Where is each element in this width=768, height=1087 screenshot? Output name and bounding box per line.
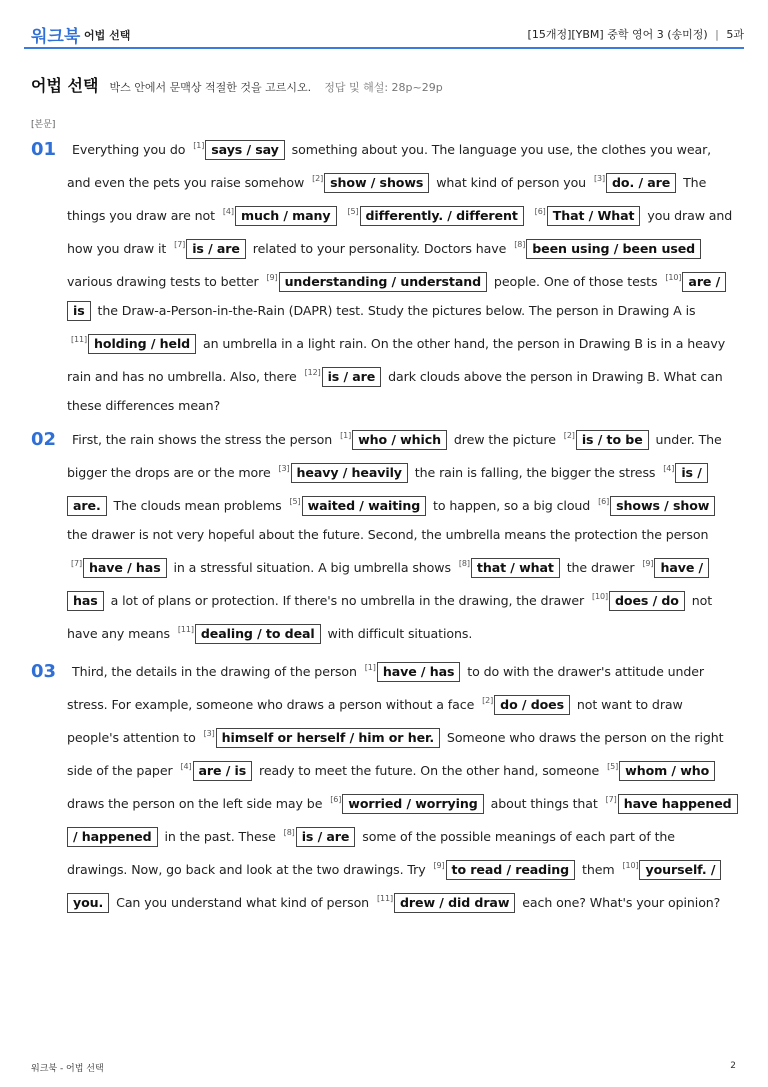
grammar-choice-box[interactable]: says / say (205, 140, 285, 160)
grammar-choice-box[interactable]: worried / worrying (342, 794, 483, 814)
blank-number: [10] (665, 273, 682, 282)
grammar-choice-box[interactable]: yourself. / you. (67, 860, 721, 913)
grammar-choice-box[interactable]: is / to be (576, 430, 649, 450)
blank-number: [6] (534, 207, 546, 216)
passage-text: not want to draw people's attention to (67, 697, 683, 745)
passage-text: the drawer (562, 560, 639, 575)
title-row (31, 73, 443, 96)
blank-number: [10] (591, 592, 609, 601)
grammar-choice-box[interactable]: to read / reading (446, 860, 576, 880)
grammar-choice-box[interactable]: is / are (322, 367, 382, 387)
blank-number: [1] (340, 431, 352, 440)
page-header (0, 0, 768, 50)
brand-title: 워크북 (31, 27, 81, 47)
grammar-choice-box[interactable]: been using / been used (526, 239, 701, 259)
passage-text: drew the picture (449, 432, 560, 447)
blank-number: [5] (289, 497, 301, 506)
grammar-choice-box[interactable]: understanding / understand (279, 272, 487, 292)
grammar-choice-box[interactable]: have / has (377, 662, 461, 682)
grammar-choice-box[interactable]: whom / who (619, 761, 715, 781)
grammar-choice-box[interactable]: shows / show (610, 496, 715, 516)
blank-number: [9] (433, 861, 445, 870)
blank-number: [6] (330, 795, 342, 804)
blank-number: [8] (514, 240, 526, 249)
grammar-choice-box[interactable]: do / does (494, 695, 570, 715)
passage-text: not have any means (67, 593, 713, 641)
answer-reference: 정답 및 해설: 28p~29p (324, 81, 443, 94)
passage-text: the Draw-a-Person-in-the-Rain (DAPR) test. Study the pictures below. The person in Drawing A is (93, 303, 696, 318)
blank-number: [7] (605, 795, 617, 804)
course-name: [15개정][YBM] 중학 영어 3 (송미정) (527, 28, 708, 41)
passage-text: the rain is falling, the bigger the stress (410, 465, 660, 480)
blank-number: [1] (364, 663, 376, 672)
course-separator: | (715, 28, 719, 41)
brand-subtitle: 어법 선택 (84, 29, 131, 42)
blank-number: [10] (622, 861, 639, 870)
blank-number: [9] (642, 559, 654, 568)
grammar-choice-box[interactable]: have happened / happened (67, 794, 738, 847)
grammar-choice-box[interactable]: drew / did draw (394, 893, 515, 913)
blank-number: [4] (663, 464, 675, 473)
page-number: 2 (730, 1061, 736, 1071)
passage-text: an umbrella in a light rain. On the other hand, the person in Drawing B is in a heavy rain and has no umbrella. Also, there (67, 336, 726, 384)
blank-number: [1] (193, 141, 205, 150)
blank-number: [6] (598, 497, 610, 506)
passage-text: the drawer is not very hopeful about the future. Second, the umbrella means the protection the person (67, 527, 709, 542)
passage-text: ready to meet the future. On the other hand, someone (255, 763, 604, 778)
blank-number: [2] (312, 174, 324, 183)
blank-number: [4] (222, 207, 234, 216)
grammar-choice-box[interactable]: much / many (235, 206, 337, 226)
footer-label: 워크북 - 어법 선택 (31, 1064, 104, 1074)
blank-number: [3] (278, 464, 290, 473)
instruction-text: 박스 안에서 문맥상 적절한 것을 고르시오. (109, 81, 312, 94)
passage-text: The clouds mean problems (109, 498, 286, 513)
blank-number: [11] (71, 335, 88, 344)
passage-text: a lot of plans or protection. If there's no umbrella in the drawing, the drawer (106, 593, 588, 608)
passage-text: them (578, 862, 619, 877)
grammar-choice-box[interactable]: does / do (609, 591, 685, 611)
passage-text: Someone who draws the person on the right side of the paper (67, 730, 724, 778)
passage-text: in the past. These (160, 829, 280, 844)
blank-number: [7] (174, 240, 186, 249)
page-title: 어법 선택 (31, 76, 99, 95)
blank-number: [12] (304, 368, 321, 377)
blank-number: [8] (458, 559, 470, 568)
passage-number: 03 (31, 661, 57, 682)
header-divider (24, 47, 744, 49)
passage-text: related to your personality. Doctors have (248, 241, 511, 256)
blank-number: [7] (71, 559, 83, 568)
passage-text: you draw and how you draw it (67, 208, 733, 256)
passage-text (527, 208, 531, 223)
passage-01 (67, 131, 737, 420)
grammar-choice-box[interactable]: himself or herself / him or her. (216, 728, 440, 748)
passage-text: Can you understand what kind of person (112, 895, 373, 910)
blank-number: [5] (347, 207, 359, 216)
passage-text: The things you draw are not (67, 175, 707, 223)
grammar-choice-box[interactable]: are / is (67, 272, 726, 321)
passage-text: with difficult situations. (323, 626, 473, 641)
grammar-choice-box[interactable]: That / What (547, 206, 641, 226)
blank-number: [5] (607, 762, 619, 771)
passage-number: 01 (31, 139, 57, 160)
grammar-choice-box[interactable]: is / are (186, 239, 246, 259)
blank-number: [2] (482, 696, 494, 705)
blank-number: [8] (283, 828, 295, 837)
blank-number: [11] (177, 625, 194, 634)
grammar-choice-box[interactable]: waited / waiting (302, 496, 427, 516)
passage-text: something about you. The language you use, the clothes you wear, and even the pets you raise somehow (67, 142, 712, 190)
passage-text: various drawing tests to better (67, 274, 263, 289)
grammar-choice-box[interactable]: is / are (296, 827, 356, 847)
grammar-choice-box[interactable]: who / which (352, 430, 447, 450)
passage-text: what kind of person you (432, 175, 590, 190)
passage-03 (67, 653, 737, 917)
passage-text (340, 208, 344, 223)
passage-text: in a stressful situation. A big umbrella shows (169, 560, 455, 575)
passage-text: about things that (486, 796, 602, 811)
passage-text: Third, the details in the drawing of the person (72, 664, 361, 679)
section-label: [본문] (31, 120, 56, 130)
grammar-choice-box[interactable]: dealing / to deal (195, 624, 321, 644)
grammar-choice-box[interactable]: heavy / heavily (291, 463, 408, 483)
passage-number: 02 (31, 429, 57, 450)
passage-text: each one? What's your opinion? (518, 895, 721, 910)
course-info (528, 26, 744, 42)
lesson-number: 5과 (726, 28, 744, 41)
passage-text: some of the possible meanings of each part of the drawings. Now, go back and look at the two drawings. Try (67, 829, 675, 877)
blank-number: [11] (376, 894, 393, 903)
passage-text: Everything you do (72, 142, 190, 157)
passage-text: dark clouds above the person in Drawing B. What can these differences mean? (67, 369, 723, 413)
grammar-choice-box[interactable]: have / has (83, 558, 167, 578)
passage-text: First, the rain shows the stress the person (72, 432, 337, 447)
grammar-choice-box[interactable]: do. / are (606, 173, 676, 193)
passage-text: people. One of those tests (490, 274, 662, 289)
blank-number: [2] (563, 431, 575, 440)
grammar-choice-box[interactable]: show / shows (324, 173, 429, 193)
grammar-choice-box[interactable]: have / has (67, 558, 709, 611)
blank-number: [3] (593, 174, 606, 183)
blank-number: [3] (203, 729, 215, 738)
passage-02 (67, 421, 737, 648)
blank-number: [4] (180, 762, 192, 771)
passage-text: under. The bigger the drops are or the more (67, 432, 722, 480)
grammar-choice-box[interactable]: holding / held (88, 334, 196, 354)
passage-text: to happen, so a big cloud (429, 498, 595, 513)
blank-number: [9] (266, 273, 278, 282)
grammar-choice-box[interactable]: that / what (471, 558, 560, 578)
grammar-choice-box[interactable]: are / is (193, 761, 253, 781)
passage-text: draws the person on the left side may be (67, 796, 327, 811)
passage-text: to do with the drawer's attitude under stress. For example, someone who draws a person without a face (67, 664, 705, 712)
grammar-choice-box[interactable]: differently. / different (360, 206, 524, 226)
grammar-choice-box[interactable]: is / are. (67, 463, 708, 516)
